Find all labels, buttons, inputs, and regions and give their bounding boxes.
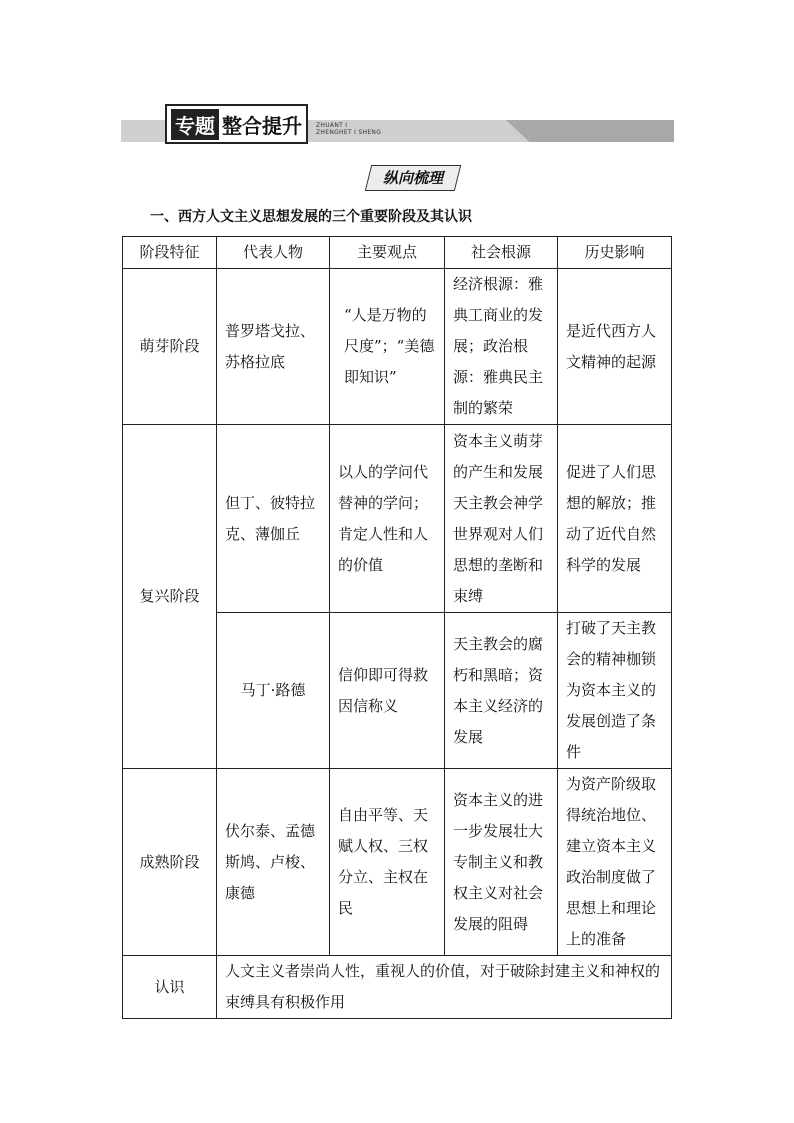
header-impact: 历史影响: [558, 237, 672, 269]
summary-row: [123, 956, 672, 1019]
stage-cell: 复兴阶段: [123, 425, 217, 769]
table-row: [123, 269, 672, 425]
pinyin-line-2: ZHENGHET I SHENG: [316, 129, 382, 136]
views-cell: “人是万物的尺度”；“美德即知识”: [330, 269, 445, 425]
impact-cell: 促进了人们思想的解放；推动了近代自然科学的发展: [558, 425, 672, 613]
people-cell: 伏尔泰、孟德斯鸠、卢梭、康德: [217, 769, 330, 956]
people-cell: 普罗塔戈拉、苏格拉底: [217, 269, 330, 425]
section-title: 一、西方人文主义思想发展的三个重要阶段及其认识: [150, 209, 472, 225]
summary-label: 认识: [123, 956, 217, 1019]
roots-cell: 资本主义萌芽的产生和发展天主教会神学世界观对人们思想的垄断和束缚: [445, 425, 558, 613]
subheading-text: 纵向梳理: [382, 169, 443, 187]
roots-cell: 资本主义的进一步发展壮大专制主义和教权主义对社会发展的阻碍: [445, 769, 558, 956]
subheading-badge: [368, 163, 458, 191]
impact-cell: 为资产阶级取得统治地位、建立资本主义政治制度做了思想上和理论上的准备: [558, 769, 672, 956]
people-cell: 但丁、彼特拉克、薄伽丘: [217, 425, 330, 613]
topic-banner: [121, 113, 674, 144]
header-people: 代表人物: [217, 237, 330, 269]
banner-pinyin: [316, 122, 381, 136]
banner-diagonal: [506, 120, 674, 142]
table-row: [123, 425, 672, 613]
roots-cell: 经济根源：雅典工商业的发展；政治根源：雅典民主制的繁荣: [445, 269, 558, 425]
header-roots: 社会根源: [445, 237, 558, 269]
header-views: 主要观点: [330, 237, 445, 269]
banner-tag-dark: 专题: [171, 109, 219, 140]
stage-cell: 成熟阶段: [123, 769, 217, 956]
stage-cell: 萌芽阶段: [123, 269, 217, 425]
banner-tag: [165, 104, 308, 144]
summary-text: 人文主义者崇尚人性，重视人的价值，对于破除封建主义和神权的束缚具有积极作用: [217, 956, 672, 1019]
views-cell: 信仰即可得救因信称义: [330, 613, 445, 769]
people-cell: 马丁·路德: [217, 613, 330, 769]
header-stage: 阶段特征: [123, 237, 217, 269]
views-cell: 以人的学问代替神的学问；肯定人性和人的价值: [330, 425, 445, 613]
impact-cell: 打破了天主教会的精神枷锁为资本主义的发展创造了条件: [558, 613, 672, 769]
roots-cell: 天主教会的腐朽和黑暗；资本主义经济的发展: [445, 613, 558, 769]
humanism-table: [122, 236, 672, 1019]
views-cell: 自由平等、天赋人权、三权分立、主权在民: [330, 769, 445, 956]
table-row: [123, 769, 672, 956]
pinyin-line-1: ZHUANT I: [316, 122, 348, 129]
impact-cell: 是近代西方人文精神的起源: [558, 269, 672, 425]
banner-tag-light: 整合提升: [222, 113, 302, 138]
table-header-row: [123, 237, 672, 269]
